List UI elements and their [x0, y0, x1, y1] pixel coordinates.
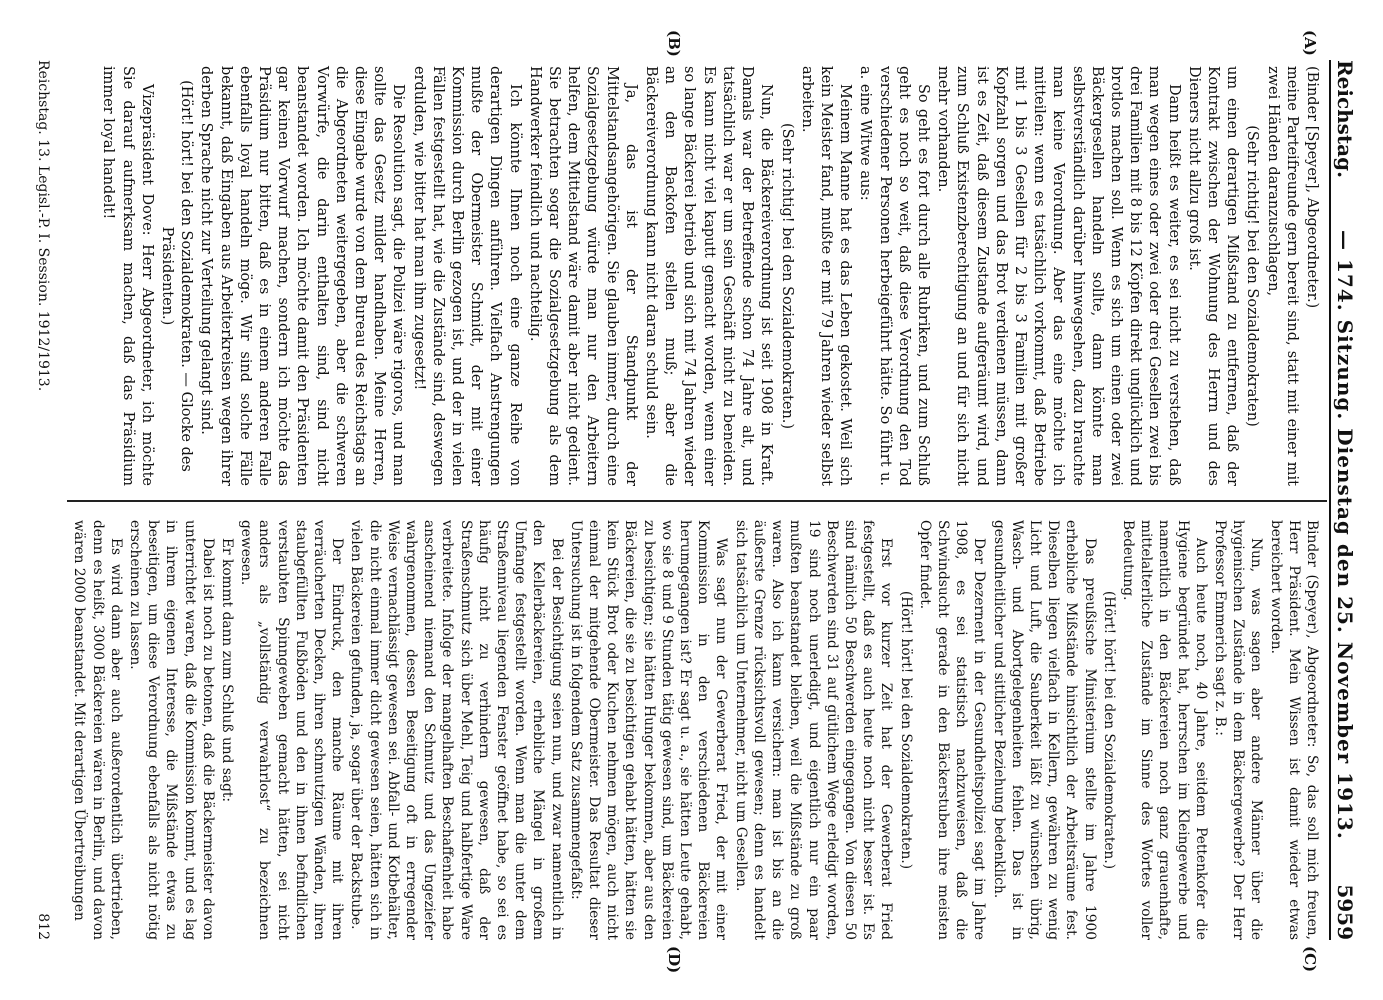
- paragraph: Nun, was sagen aber andere Männer über die hygienischen Zustände in dem Bäckergewerbe? Der Herr Professor Emmerich sagt z. B.:: [1211, 520, 1265, 940]
- paragraph: (Hört! hört! bei den Sozialdemokraten. — Glocke des Präsidenten.): [159, 80, 195, 472]
- margin-mark-d: (D): [665, 946, 683, 974]
- page-number: 5959: [1333, 884, 1357, 940]
- paragraph: (Hört! hört! bei den Sozialdemokraten.): [897, 590, 914, 870]
- paragraph: (Sehr richtig! bei den Sozialdemokraten.): [778, 122, 795, 430]
- paragraph: Es wird dann aber auch außerordentlich übertrieben, denn es heißt, 3000 Bäckereien wären in Berlin, und davon wären 2000 beanstandet. Mit derartigen Übertreibungen: [71, 520, 124, 940]
- footer-page-number: 812: [35, 913, 51, 940]
- paragraph: Ich könnte Ihnen noch eine ganze Reihe von derartigen Dingen anführen. Vielfach Anstrengungen mußte der Obermeister Schmidt, der mit einer Kommission durch Berlin gezogen ist, und der in vielen Fällen festgestellt hat, wie die Zustände sind, deswegen erdulden, wie bitter hat man ihm zugesetzt!: [410, 66, 523, 486]
- paragraph: (Hört! hört! bei den Sozialdemokraten.): [1100, 590, 1117, 870]
- column-divider: [67, 500, 1327, 502]
- left-text-column: [97, 66, 1321, 486]
- paragraph: Binder (Speyer), Abgeordneter: So, das soll mich freuen, Herr Präsident. Mein Wissen ist damit wieder etwas bereichert worden.: [1267, 520, 1320, 940]
- header-left: Reichstag.: [1333, 60, 1357, 179]
- paragraph: Dabei ist noch zu betonen, daß die Bäckermeister davon unterrichtet waren, daß die Kommission kommt, und es lag in ihrem eigenen Interesse, die Mißstände etwas zu beseitigen, um diese Verordnung ebenfalls als nicht nötig erscheinen zu lassen.: [127, 520, 216, 940]
- paragraph: Das preußische Ministerium stellte im Jahre 1900 erhebliche Mißstände hinsichtlich der Arbeitsräume fest. Dieselben liegen vielfach in Kellern, gewähren zu wenig Licht und Luft, die Sauberkeit läßt zu wünschen übrig, Wasch- und Abortgelegenheiten fehlen. Das ist in gesundheitlicher und sittlicher Beziehung bedenklich.: [990, 520, 1098, 940]
- margin-mark-a: (A): [1301, 30, 1319, 56]
- paragraph: Bei der Besichtigung seien nun, und zwar namentlich in den Kellerbäckereien, erhebliche Mängel in großem Umfange festgestellt worden. Wenn man die unter dem Straßenniveau liegenden Fenster geöffnet habe, so sei es häufig nicht zu verhindern gewesen, daß der Straßenschmutz sich über Mehl, Teig und halbfertige Ware verbreitete. Infolge der mangelhaften Beschaffenheit habe anscheinend niemand den Schmutz und das Ungeziefer wahrgenommen, dessen Beseitigung oft in erregender Weise vernachlässigt gewesen sei. Abfall- und Kotbehälter, die nicht einmal immer dicht gewesen seien, hätten sich in vielen Bäckereien gefunden, ja, sogar über der Backstube.: [348, 520, 565, 940]
- paragraph: Erst vor kurzer Zeit hat der Gewerberat Fried festgestellt, daß es auch heute noch nicht besser ist. Es sind nämlich 50 Beschwerden eingegangen. Von diesen 50 Beschwerden sind 31 auf gütlichem Wege erledigt worden, 19 sind noch unerledigt, und eigentlich nur ein paar mußten beanstandet bleiben, weil die Mißstände zu groß waren. Also ich kann versichern: man ist bis an die äußerste Grenze rücksichtsvoll gewesen; denn es handelt sich tatsächlich um Unternehmer, nicht um Gesellen.: [732, 520, 895, 940]
- paragraph: Nun, die Bäckereiverordnung ist seit 1908 in Kraft. Damals war der Betreffende schon 74 Jahre alt, und tatsächlich war er um sein Geschäft nicht zu beneiden. Es kann nicht viel kaputt gemacht worden, wenn einer so lange Bäckerei betrieb und sich mit 74 Jahren wieder an den Backofen stellen muß; aber die Bäckereiverordnung kann nicht daran schuld sein.: [643, 66, 775, 486]
- header-center: — 174. Sitzung. Dienstag den 25. November 1913.: [1333, 230, 1357, 840]
- paragraph: Meinem Manne hat es das Leben gekostet. Weil sich kein Meister fand, mußte er mit 79 Jahren wieder selbst arbeiten.: [798, 66, 854, 486]
- paragraph: meine Parteifreunde gern bereit sind, statt mit einer mit zwei Händen daranzuschlagen,: [1264, 66, 1300, 486]
- paragraph: (Sehr richtig! bei den Sozialdemokraten): [1244, 125, 1261, 427]
- paragraph: Ja, das ist der Standpunkt der Mittelstandsangehörigen. Sie glauben immer, durch eine Sozialgesetzgebung würde man nur den Arbeitern helfen, dem Mittelstand wäre damit aber nicht gedient. Sie betrachten sogar die Sozialgesetzgebung als dem Handwerker feindlich und nachteilig.: [526, 66, 639, 486]
- paragraph: um einen derartigen Mißstand zu entfernen, daß der Kontrakt zwischen der Wohnung des Herrn und des Dieners nicht allzu groß ist.: [1185, 66, 1241, 486]
- paragraph: Der Eindruck, den manche Räume mit ihren verräucherten Decken, ihren schmutzigen Wänden, ihren staubgefüllten Fußböden und den in ihnen befindlichen verstaubten Spinngeweben gemacht hätten, sei nicht anders als „vollständig verwahrlost“ zu bezeichnen gewesen.: [238, 520, 346, 940]
- margin-mark-b: (B): [665, 30, 683, 57]
- paragraph: Dann heißt es weiter, es sei nicht zu verstehen, daß man wegen eines oder zwei oder drei Gesellen zwei bis drei Familien mit 8 bis 12 Köpfen direkt unglücklich und brotlos machen soll. Wenn es sich um einen oder zwei Bäckergesellen handeln sollte, dann könnte man selbstverständlich darüber hinwegsehen, dazu brauchte man keine Verordnung. Aber das eine möchte ich mitteilen: wenn es tatsächlich vorkommt, daß Betriebe mit 1 bis 3 Gesellen für 2 bis 3 Familien mit großer Kopfzahl sorgen und das Brot verdienen müssen, dann ist es Zeit, daß diesem Zustande aufgeräumt wird, und zum Schluß Existenzberechtigung an und für sich nicht mehr vorhanden.: [935, 66, 1182, 486]
- paragraph: Was sagt nun der Gewerberat Fried, der mit einer Kommission in den verschiedenen Bäckereien herumgegangen ist? Er sagt u. a., sie hätten Leute gehabt, wo sie 8 und 9 Stunden tätig gewesen sind, um Bäckereien zu besichtigen; sie hätten Hunger bekommen, aber aus den Bäckereien, die sie zu besichtigen gehabt hätten, hätten sie kein Stück Brot oder Kuchen nehmen mögen, auch nicht einmal der mitgehende Obermeister. Das Resultat dieser Untersuchung ist in folgendem Satz zusammengefaßt:: [567, 520, 730, 940]
- paragraph: Der Dezernent in der Gesundheitspolizei sagt im Jahre 1908, es sei statistisch nachzuweisen, daß die Schwindsucht gerade in den Bäckerstuben ihre meisten Opfer findet.: [916, 520, 988, 940]
- header-rule: [1329, 60, 1331, 940]
- right-text-column: [69, 520, 1321, 940]
- paragraph: Auch heute noch, 40 Jahre, seitdem Pettenkofer die Hygiene begründet hat, herrschen im Kleingewerbe und namentlich in den Bäckereien noch ganz grauenhafte, mittelalterliche Zustände im Sinne des Wortes voller Bedeutung.: [1119, 520, 1209, 940]
- page-footer: [27, 60, 51, 940]
- paragraph: (Binder [Speyer], Abgeordneter.): [1304, 66, 1320, 309]
- paragraph: Die Resolution sagt, die Polizei wäre rigoros, und man sollte das Gesetz milder handhaben. Meine Herren, diese Eingabe wurde von dem Bureau des Reichstags an die Abgeordneten weitergegeben, aber die schweren Vorwürfe, die darin enthalten sind, sind nicht beanstandet worden. Ich möchte damit den Präsidenten gar keinen Vorwurf machen, sondern ich möchte das Präsidium nur bitten, daß es in einem anderen Falle ebenfalls loyal handeln möge. Wir sind solche Fälle bekannt, daß Eingaben aus Arbeiterkreisen wegen ihrer derben Sprache nicht zur Verteilung gelangt sind.: [198, 66, 407, 486]
- margin-mark-c: (C): [1301, 946, 1319, 973]
- footer-left: Reichstag. 13. Legisl.-P. I. Session. 1912/1913.: [35, 60, 51, 392]
- paragraph: Vizepräsident Dove: Herr Abgeordneter, ich möchte Sie darauf aufmerksam machen, daß das Präsidium immer loyal handelt!: [100, 66, 155, 486]
- page-header: [1327, 60, 1365, 940]
- paragraph: Er kommt dann zum Schluß und sagt:: [219, 538, 236, 803]
- paragraph: So geht es fort durch alle Rubriken, und zum Schluß geht es noch so weit, daß diese Verordnung den Tod verschiedener Personen herbeigeführt hätte. So führt u. a. eine Witwe aus:: [857, 66, 931, 486]
